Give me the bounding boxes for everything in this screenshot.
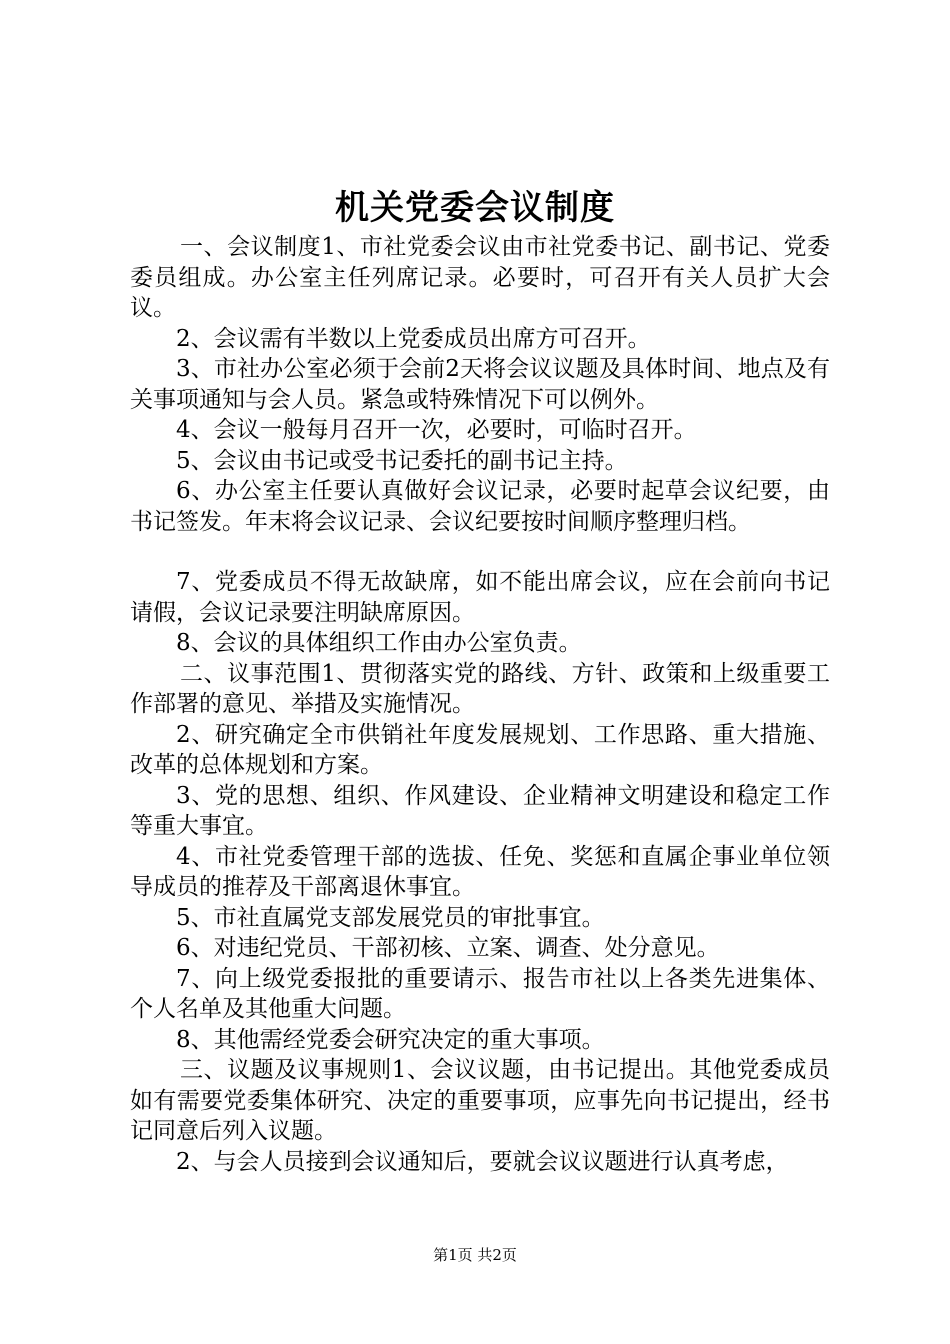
paragraph: 3、党的思想、组织、作风建设、企业精神文明建设和稳定工作等重大事宜。 [130, 782, 830, 839]
paragraph: 7、向上级党委报批的重要请示、报告市社以上各类先进集体、个人名单及其他重大问题。 [130, 965, 830, 1022]
paragraph: 4、市社党委管理干部的选拔、任免、奖惩和直属企事业单位领导成员的推荐及干部离退休事宜。 [130, 843, 830, 900]
paragraph: 3、市社办公室必须于会前2天将会议议题及具体时间、地点及有关事项通知与会人员。紧急或特殊情况下可以例外。 [130, 356, 830, 413]
page-number-footer: 第1页 共2页 [433, 1246, 517, 1264]
paragraph: 2、研究确定全市供销社年度发展规划、工作思路、重大措施、改革的总体规划和方案。 [130, 721, 830, 778]
paragraph-section-1: 一、会议制度1、市社党委会议由市社党委书记、副书记、党委委员组成。办公室主任列席记录。必要时，可召开有关人员扩大会议。 [130, 234, 830, 321]
paragraph: 2、会议需有半数以上党委成员出席方可召开。 [176, 325, 651, 352]
paragraph: 6、办公室主任要认真做好会议记录，必要时起草会议纪要，由书记签发。年末将会议记录、会议纪要按时间顺序整理归档。 [130, 478, 830, 535]
paragraph: 2、与会人员接到会议通知后，要就会议议题进行认真考虑， [176, 1148, 789, 1175]
document-body [130, 232, 830, 1177]
paragraph: 5、会议由书记或受书记委托的副书记主持。 [176, 447, 628, 474]
paragraph: 4、会议一般每月召开一次，必要时，可临时召开。 [176, 417, 697, 443]
paragraph: 5、市社直属党支部发展党员的审批事宜。 [176, 904, 605, 931]
paragraph-section-2: 二、议事范围1、贯彻落实党的路线、方针、政策和上级重要工作部署的意见、举措及实施情况。 [130, 660, 830, 717]
paragraph: 8、其他需经党委会研究决定的重大事项。 [176, 1026, 605, 1053]
paragraph: 6、对违纪党员、干部初核、立案、调查、处分意见。 [176, 935, 720, 961]
paragraph-section-3: 三、议题及议事规则1、会议议题，由书记提出。其他党委成员如有需要党委集体研究、决定的重要事项，应事先向书记提出，经书记同意后列入议题。 [130, 1057, 830, 1144]
paragraph: 7、党委成员不得无故缺席，如不能出席会议，应在会前向书记请假，会议记录要注明缺席原因。 [130, 569, 830, 626]
document-title: 机关党委会议制度 [335, 188, 615, 228]
paragraph: 8、会议的具体组织工作由办公室负责。 [176, 630, 582, 656]
